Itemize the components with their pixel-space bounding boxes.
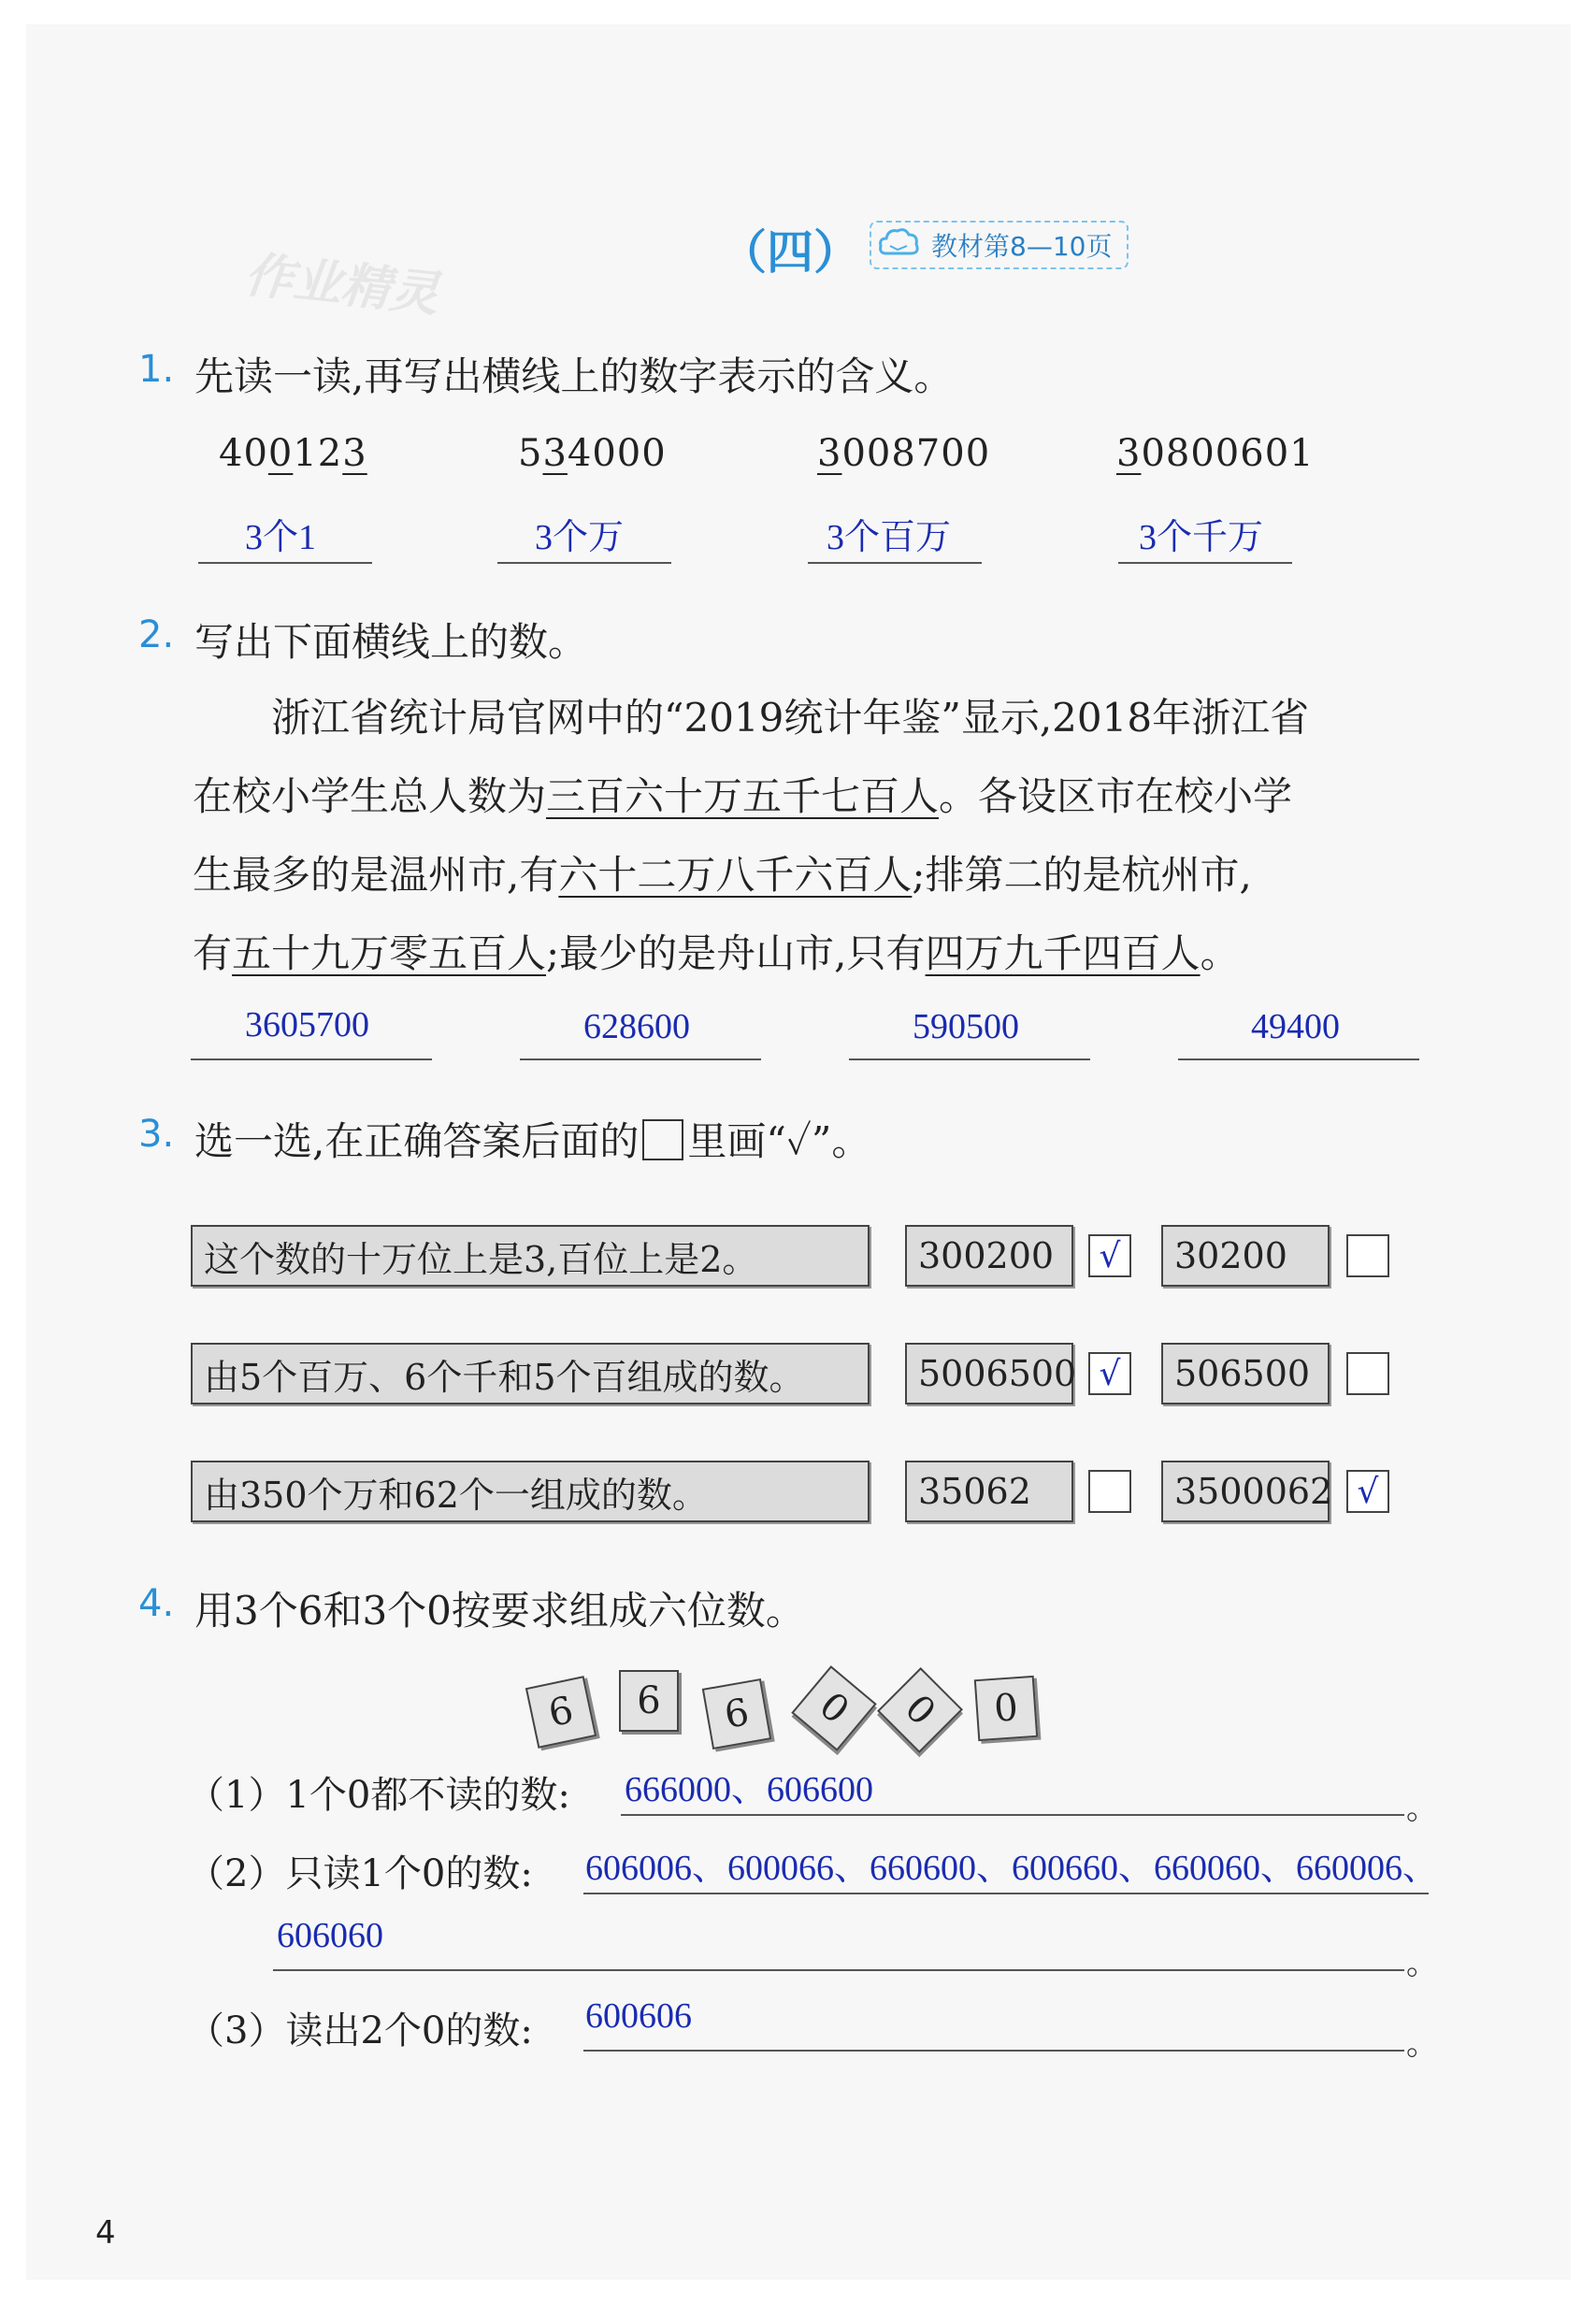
q2-paragraph-line-4: 有五十九万零五百人;最少的是舟山市,只有四万九千四百人。 [193, 930, 1240, 976]
q3-statement-2: 由5个百万、6个千和5个百组成的数。 [191, 1343, 870, 1404]
q2-paragraph-line-2: 在校小学生总人数为三百六十万五千七百人。各设区市在校小学 [193, 773, 1293, 819]
q3-checkbox-1a[interactable]: √ [1088, 1234, 1131, 1277]
q3-option-2b: 506500 [1161, 1343, 1330, 1404]
q4-sub1-period: 。 [1406, 1790, 1438, 1827]
q4-sub2-answer-line1: 606006、600066、660600、600660、660060、660006、 [585, 1849, 1439, 1888]
q3-checkbox-3b[interactable]: √ [1346, 1470, 1389, 1513]
q2-answer-line-3 [849, 1058, 1090, 1060]
q3-checkbox-1b[interactable] [1346, 1234, 1389, 1277]
q4-sub2-line-2 [273, 1969, 1404, 1971]
q4-sub2-line-1 [583, 1893, 1429, 1894]
digit-card-1: 6 [525, 1676, 597, 1749]
q2-answer-line-2 [520, 1058, 761, 1060]
q3-statement-1: 这个数的十万位上是3,百位上是2。 [191, 1225, 870, 1287]
q3-option-3a: 35062 [905, 1461, 1073, 1522]
q2-answer-1: 3605700 [245, 1005, 369, 1044]
q4-sub3-label: （3）读出2个0的数: [187, 2009, 533, 2052]
digit-card-2: 6 [619, 1670, 679, 1732]
cloud-book-icon [877, 225, 920, 263]
q3-checkbox-2a[interactable]: √ [1088, 1352, 1131, 1395]
q1-answer-line-4 [1118, 562, 1292, 564]
q3-text: 选一选,在正确答案后面的 里画“✓”。 [194, 1118, 871, 1164]
q4-sub2-answer-line2: 606060 [277, 1916, 383, 1955]
q1-answer-line-3 [808, 562, 982, 564]
digit-card-3: 6 [702, 1678, 771, 1750]
q1-number-4: 30800601 [1116, 432, 1315, 475]
q3-number: 3. [138, 1113, 175, 1156]
q1-answer-line-2 [497, 562, 671, 564]
q2-answer-3: 590500 [913, 1007, 1019, 1046]
q1-answer-2: 3个万 [535, 518, 625, 557]
q4-text: 用3个6和3个0按要求组成六位数。 [194, 1588, 805, 1634]
digit-card-5: 0 [877, 1667, 963, 1753]
digit-card-4: 0 [791, 1665, 876, 1751]
q4-sub2-period: 。 [1406, 1945, 1438, 1982]
q2-answer-2: 628600 [583, 1007, 690, 1046]
q3-option-1a: 300200 [905, 1225, 1073, 1287]
q1-answer-3: 3个百万 [827, 518, 952, 557]
q2-paragraph-line-3: 生最多的是温州市,有六十二万八千六百人;排第二的是杭州市, [193, 852, 1252, 898]
q1-answer-4: 3个千万 [1139, 518, 1264, 557]
q4-sub1-label: （1）1个0都不读的数: [187, 1774, 570, 1817]
q3-option-1b: 30200 [1161, 1225, 1330, 1287]
q4-sub1-answer: 666000、606600 [625, 1770, 874, 1809]
q1-number-1: 400123 [219, 432, 367, 475]
q3-checkbox-3a[interactable] [1088, 1470, 1131, 1513]
watermark: 作业精灵 [241, 247, 442, 324]
q1-text: 先读一读,再写出横线上的数字表示的含义。 [194, 353, 954, 399]
q4-sub2-label: （2）只读1个0的数: [187, 1852, 533, 1895]
q2-text: 写出下面横线上的数。 [194, 619, 588, 665]
digit-card-6: 0 [974, 1676, 1038, 1741]
q1-number-2: 534000 [518, 432, 667, 475]
q1-number-3: 3008700 [817, 432, 991, 475]
q2-number: 2. [138, 613, 175, 656]
section-title: （四） [720, 225, 860, 280]
q4-number: 4. [138, 1582, 175, 1625]
q1-number: 1. [138, 348, 175, 391]
q3-checkbox-2b[interactable] [1346, 1352, 1389, 1395]
q2-answer-4: 49400 [1251, 1007, 1340, 1046]
textbook-reference-label: 教材第8—10页 [931, 231, 1113, 262]
textbook-reference [870, 221, 1129, 269]
q1-answer-1: 3个1 [245, 518, 317, 557]
page-number: 4 [95, 2214, 116, 2252]
q3-option-3b: 3500062 [1161, 1461, 1330, 1522]
q2-answer-line-4 [1178, 1058, 1419, 1060]
q4-sub3-answer: 600606 [585, 1996, 692, 2036]
q4-sub1-line [621, 1814, 1404, 1816]
q2-paragraph-line-1: 浙江省统计局官网中的“2019统计年鉴”显示,2018年浙江省 [271, 695, 1310, 741]
q2-answer-line-1 [191, 1058, 432, 1060]
q3-statement-3: 由350个万和62个一组成的数。 [191, 1461, 870, 1522]
q3-option-2a: 5006500 [905, 1343, 1073, 1404]
q4-sub3-period: 。 [1406, 2025, 1438, 2063]
q1-answer-line-1 [198, 562, 372, 564]
q4-sub3-line [583, 2050, 1404, 2052]
empty-box-symbol [642, 1119, 683, 1160]
